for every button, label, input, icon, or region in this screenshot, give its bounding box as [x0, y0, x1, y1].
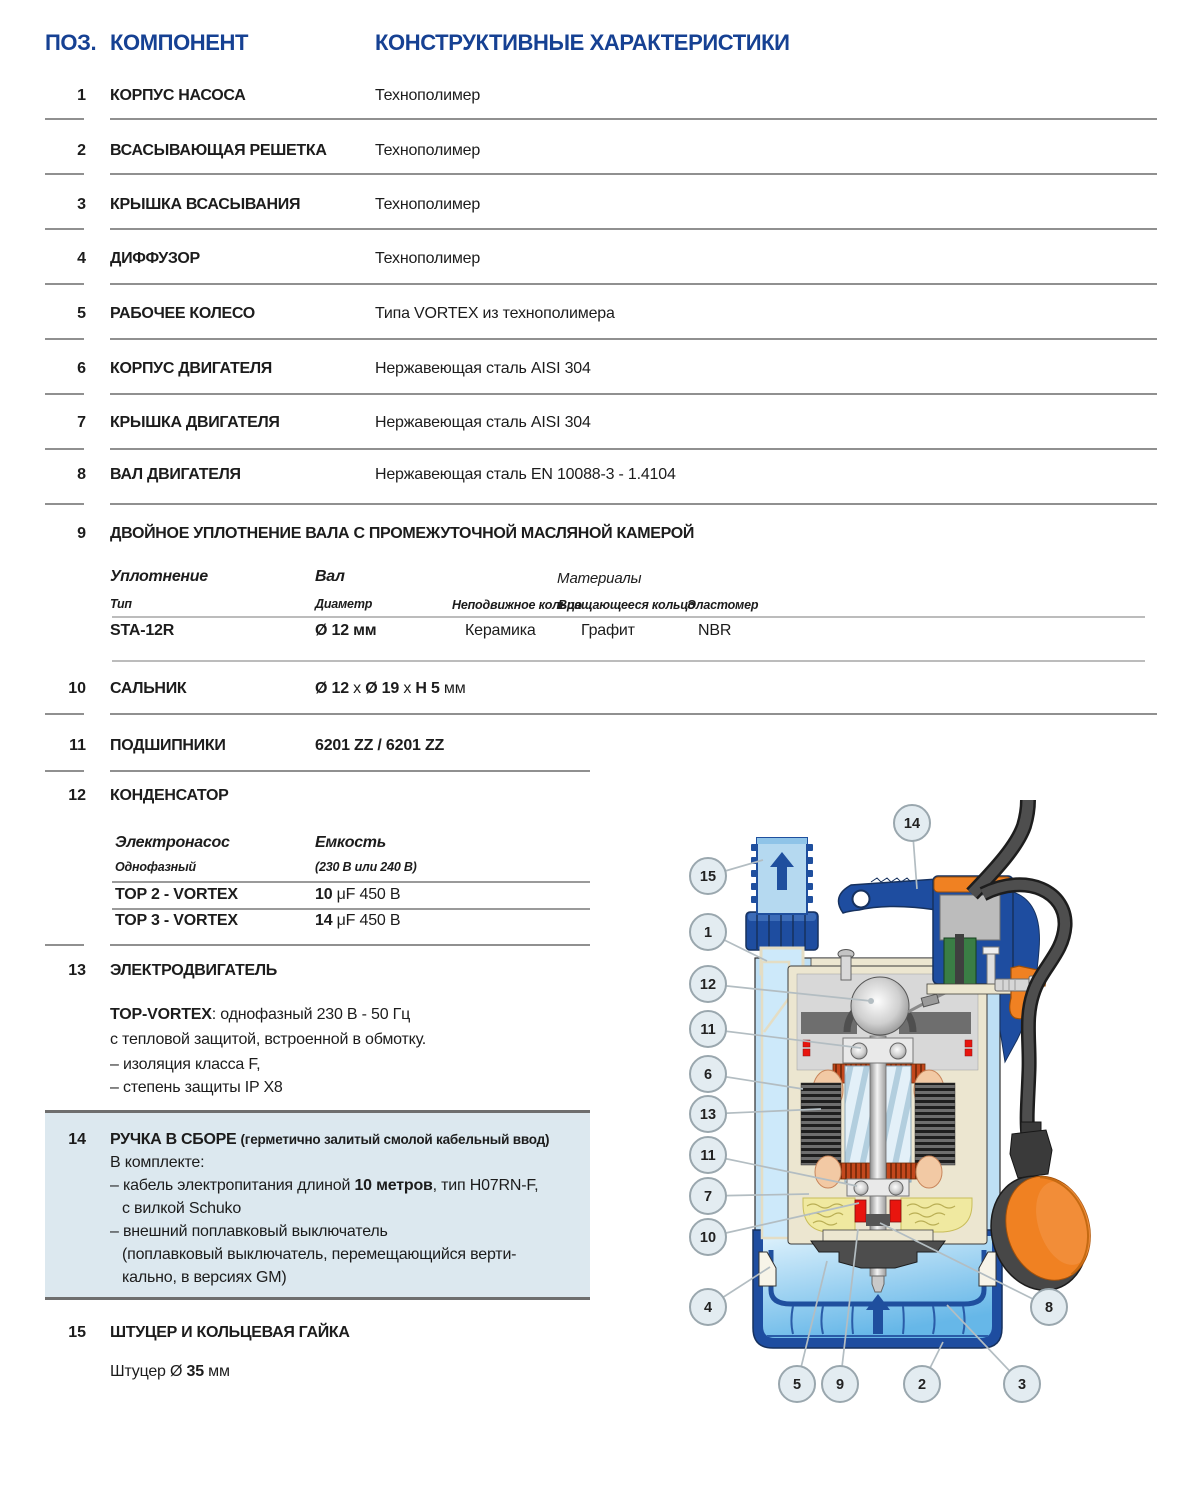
- callout-label: 13: [699, 1107, 717, 1123]
- motor-assembly: [788, 950, 987, 1293]
- callout-3: [1004, 1366, 1040, 1402]
- divider: [45, 118, 84, 120]
- row-number: 1: [77, 87, 86, 104]
- callout-7: [690, 1178, 726, 1214]
- handle-item-plug: с вилкой Schuko: [122, 1200, 242, 1217]
- seal-col-shaft: Вал: [315, 568, 345, 585]
- bearing-upper: [843, 1038, 913, 1063]
- divider: [45, 770, 84, 772]
- discharge-fitting: [746, 838, 818, 974]
- capacitor-model: TOP 3 - VORTEX: [115, 912, 238, 929]
- divider: [110, 338, 1157, 340]
- seal-subcol-type: Тип: [110, 597, 132, 611]
- gland-d1: Ø 12: [315, 680, 349, 697]
- callout-label: 14: [903, 816, 921, 832]
- divider: [45, 944, 84, 946]
- callout-label: 1: [703, 925, 713, 941]
- handle-item-cable: [110, 1177, 538, 1195]
- callout-label: 9: [835, 1377, 845, 1393]
- component-name: ДИФФУЗОР: [110, 250, 200, 267]
- callout-6: [690, 1056, 726, 1092]
- row-number: 7: [77, 414, 86, 431]
- row-number: 3: [77, 196, 86, 213]
- callout-label: 5: [792, 1377, 802, 1393]
- row-number: 9: [77, 525, 86, 542]
- stator-left: [801, 1083, 841, 1165]
- divider: [110, 283, 1157, 285]
- divider: [110, 228, 1157, 230]
- callout-2: [904, 1366, 940, 1402]
- cable-length: 10 метров: [354, 1177, 433, 1194]
- gland-x1: x: [348, 680, 366, 697]
- callout-5: [779, 1366, 815, 1402]
- row-number: 14: [68, 1131, 86, 1148]
- fitting-value: [110, 1363, 230, 1381]
- callout-1: [690, 914, 726, 950]
- capacitor-unit: μF 450 В: [332, 886, 401, 903]
- seal-diameter-value: Ø 12 мм: [315, 622, 377, 639]
- divider: [110, 173, 1157, 175]
- divider: [45, 283, 84, 285]
- seal-elastomer-value: NBR: [698, 622, 732, 639]
- seal-subcol-elastomer: Эластомер: [687, 598, 759, 612]
- motor-spec-line2: с тепловой защитой, встроенной в обмотку.: [110, 1031, 427, 1048]
- seal-subcol-rotating-ring: Вращающееся кольцо: [558, 598, 696, 612]
- seal-col-seal: Уплотнение: [110, 568, 208, 585]
- component-name: САЛЬНИК: [110, 680, 187, 697]
- component-name: РАБОЧЕЕ КОЛЕСО: [110, 305, 255, 322]
- divider: [110, 448, 1157, 450]
- callout-label: 12: [699, 977, 717, 993]
- callout-label: 11: [700, 1148, 716, 1164]
- component-value: Типа VORTEX из технополимера: [375, 305, 615, 322]
- callout-12: [690, 966, 726, 1002]
- divider: [112, 908, 590, 910]
- bearing-lower: [847, 1179, 909, 1196]
- column-header-characteristics: КОНСТРУКТИВНЫЕ ХАРАКТЕРИСТИКИ: [375, 30, 790, 55]
- component-value: Нержавеющая сталь AISI 304: [375, 360, 591, 377]
- callout-label: 4: [703, 1300, 713, 1316]
- component-name: ЭЛЕКТРОДВИГАТЕЛЬ: [110, 962, 277, 979]
- row-number: 11: [69, 737, 86, 754]
- callout-label: 11: [700, 1022, 716, 1038]
- row-number: 4: [77, 250, 86, 267]
- gland-h: H 5: [415, 680, 440, 697]
- component-name: ВАЛ ДВИГАТЕЛЯ: [110, 466, 241, 483]
- column-header-component: КОМПОНЕНТ: [110, 30, 249, 55]
- divider: [45, 448, 84, 450]
- cable-pre: – кабель электропитания длиной: [110, 1177, 355, 1194]
- divider: [45, 713, 84, 715]
- column-header-pos: ПОЗ.: [45, 30, 97, 55]
- callout-9: [822, 1366, 858, 1402]
- divider: [45, 228, 84, 230]
- divider: [112, 881, 590, 883]
- capacitor-sub-capacity: (230 В или 240 В): [315, 860, 417, 874]
- divider: [45, 503, 84, 505]
- gland-unit: мм: [439, 680, 466, 697]
- gland-x2: x: [399, 680, 416, 697]
- divider: [110, 944, 590, 946]
- capacitor-model: TOP 2 - VORTEX: [115, 886, 238, 903]
- bearings-value: 6201 ZZ / 6201 ZZ: [315, 737, 445, 754]
- motor-spec-line1: [110, 1006, 410, 1024]
- divider: [110, 393, 1157, 395]
- callout-8: [1031, 1289, 1067, 1325]
- divider: [45, 173, 84, 175]
- component-value: Технополимер: [375, 196, 481, 213]
- cable-post: , тип H07RN-F,: [432, 1177, 539, 1194]
- callout-10: [690, 1219, 726, 1255]
- divider: [110, 713, 1157, 715]
- gland-dimensions: [315, 680, 466, 698]
- component-name: ПОДШИПНИКИ: [110, 737, 226, 754]
- callout-label: 3: [1017, 1377, 1027, 1393]
- divider: [112, 660, 1145, 662]
- divider: [110, 503, 1157, 505]
- callout-label: 8: [1044, 1300, 1054, 1316]
- capacitor-value: [315, 912, 400, 930]
- component-name: КОНДЕНСАТОР: [110, 787, 229, 804]
- seal-type-value: STA-12R: [110, 622, 175, 639]
- component-value: Технополимер: [375, 87, 481, 104]
- gland-d2: Ø 19: [365, 680, 400, 697]
- handle-item-float-note1: (поплавковый выключатель, перемещающийся верти-: [122, 1246, 517, 1263]
- component-name: КРЫШКА ДВИГАТЕЛЯ: [110, 414, 280, 431]
- callout-11a: [690, 1011, 726, 1047]
- fitting-diameter: 35: [186, 1363, 204, 1380]
- component-name: ШТУЦЕР И КОЛЬЦЕВАЯ ГАЙКА: [110, 1324, 350, 1341]
- callout-13: [690, 1096, 726, 1132]
- shaft-tip: [872, 1276, 884, 1292]
- fitting-unit: мм: [203, 1363, 230, 1380]
- component-name: КОРПУС НАСОСА: [110, 87, 246, 104]
- handle-title-note: (герметично залитый смолой кабельный ввод): [240, 1132, 550, 1147]
- row-number: 12: [68, 787, 86, 804]
- capacitor-uf: 10: [315, 886, 333, 903]
- row-number: 8: [77, 466, 86, 483]
- handle-title-line: [110, 1131, 549, 1149]
- divider: [110, 118, 1157, 120]
- capacitor-value: [315, 886, 400, 904]
- capacitor-part: [851, 977, 909, 1035]
- row-number: 13: [68, 962, 86, 979]
- section-title: ДВОЙНОЕ УПЛОТНЕНИЕ ВАЛА С ПРОМЕЖУТОЧНОЙ МАСЛЯНОЙ КАМЕРОЙ: [110, 525, 695, 542]
- seal-subcol-diameter: Диаметр: [315, 597, 373, 611]
- callout-11b: [690, 1137, 726, 1173]
- capacitor-unit: μF 450 В: [332, 912, 401, 929]
- component-value: Технополимер: [375, 250, 481, 267]
- handle-item-float-note2: кально, в версиях GM): [122, 1269, 287, 1286]
- handle-item-float: – внешний поплавковый выключатель: [110, 1223, 388, 1240]
- callout-label: 6: [703, 1067, 713, 1083]
- motor-bullet-protection: – степень защиты IP X8: [110, 1079, 283, 1096]
- seal-fixed-ring-value: Керамика: [465, 622, 536, 639]
- component-name: КРЫШКА ВСАСЫВАНИЯ: [110, 196, 301, 213]
- capacitor-uf: 14: [315, 912, 333, 929]
- divider: [110, 770, 590, 772]
- divider: [112, 616, 1145, 618]
- motor-model: TOP-VORTEX: [110, 1006, 212, 1023]
- capacitor-col-pump: Электронасос: [115, 834, 230, 851]
- row-number: 5: [77, 305, 86, 322]
- component-name: ВСАСЫВАЮЩАЯ РЕШЕТКА: [110, 142, 327, 159]
- capacitor-col-capacity: Емкость: [315, 834, 386, 851]
- row-number: 6: [77, 360, 86, 377]
- seal-rotating-ring-value: Графит: [581, 622, 635, 639]
- callout-4: [690, 1289, 726, 1325]
- callout-14: [894, 805, 930, 841]
- callout-label: 15: [699, 869, 717, 885]
- fitting-pre: Штуцер Ø: [110, 1363, 187, 1380]
- row-number: 2: [77, 142, 86, 159]
- divider: [45, 338, 84, 340]
- divider: [45, 393, 84, 395]
- seal-col-materials: Материалы: [557, 570, 642, 587]
- seal-subcol-fixed-ring: Неподвижное кольцо: [452, 598, 582, 612]
- callout-label: 2: [917, 1377, 927, 1393]
- callout-label: 7: [703, 1189, 713, 1205]
- handle-title: РУЧКА В СБОРЕ: [110, 1131, 241, 1148]
- component-value: Технополимер: [375, 142, 481, 159]
- row-number: 10: [68, 680, 86, 697]
- callout-15: [690, 858, 726, 894]
- callout-label: 10: [699, 1230, 717, 1246]
- component-name: КОРПУС ДВИГАТЕЛЯ: [110, 360, 272, 377]
- motor-spec: : однофазный 230 В - 50 Гц: [211, 1006, 411, 1023]
- handle-intro: В комплекте:: [110, 1154, 205, 1171]
- capacitor-sub-pump: Однофазный: [115, 860, 196, 874]
- motor-bullet-insulation: – изоляция класса F,: [110, 1056, 261, 1073]
- component-value: Нержавеющая сталь EN 10088-3 - 1.4104: [375, 466, 676, 483]
- row-number: 15: [68, 1324, 86, 1341]
- pump-cross-section-diagram: [675, 800, 1165, 1410]
- stator-right: [915, 1083, 955, 1165]
- component-value: Нержавеющая сталь AISI 304: [375, 414, 591, 431]
